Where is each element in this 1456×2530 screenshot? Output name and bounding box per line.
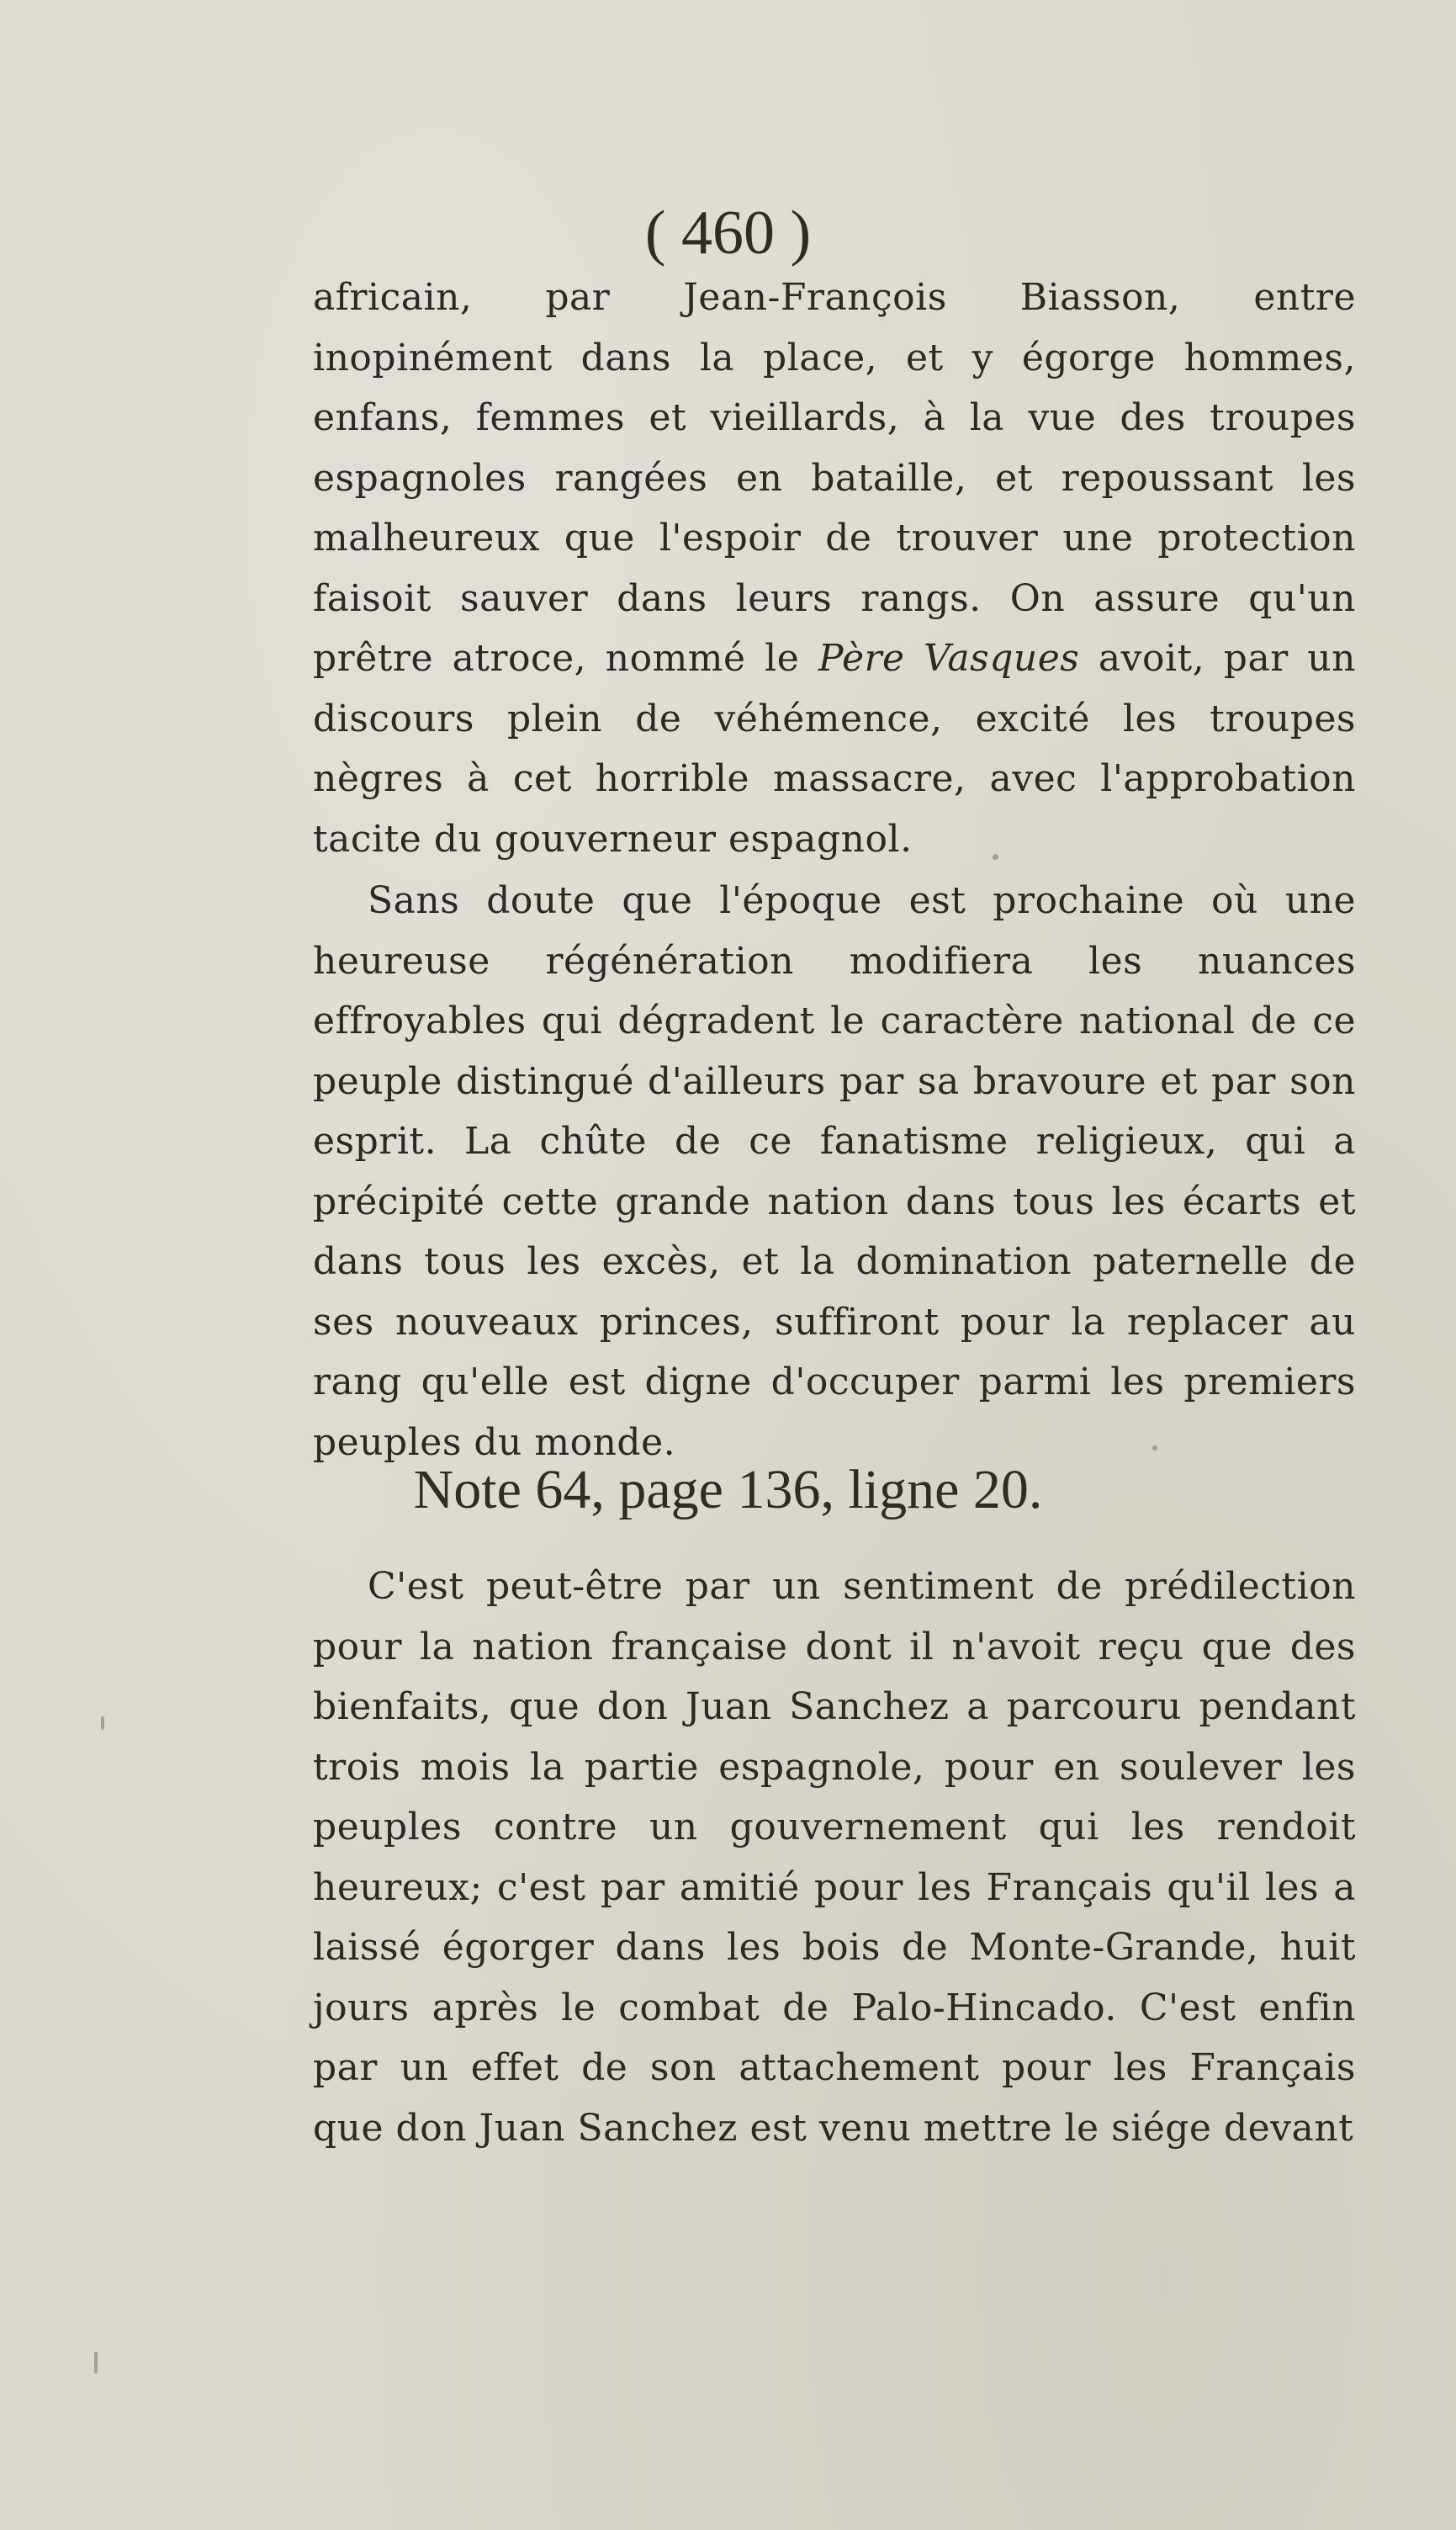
paper-speck: [1152, 1445, 1157, 1451]
paragraph-3: [313, 1557, 1356, 2158]
paragraph-1-italic-name: Père Vasques: [818, 637, 1080, 680]
paragraph-block-2: [313, 871, 1356, 1472]
paragraph-1-text: africain, par Jean-François Biasson, entre inopinément dans la place, et y égorge hommes, enfans, femmes et vieillards, à la vue des troupes espagnoles rangées en bataille, et repoussant les malheureux que l'espoir de trouver une protection faisoit sauver dans leurs rangs. On assure qu'un prêtre atroce, nommé le: [313, 276, 1356, 680]
paper-speck: [94, 2352, 98, 2374]
paragraph-2: [313, 871, 1356, 1472]
page-number: ( 460 ): [644, 199, 812, 268]
paragraph-block-3: [313, 1557, 1356, 2158]
paragraph-1-text-end: avoit, par un discours plein de véhémence, excité les troupes nègres à cet horrible massacre, avec l'approbation tacite du gouverneur espagnol.: [313, 637, 1356, 861]
paragraph-1: [313, 268, 1356, 869]
paper-speck: [101, 1716, 104, 1730]
paper-speck: [993, 854, 998, 860]
paragraph-3-text: C'est peut-être par un sentiment de prédilection pour la nation française dont il n'avoit reçu que des bienfaits, que don Juan Sanchez a parcouru pendant trois mois la partie espagnole, pour en soulever les peuples contre un gouvernement qui les rendoit heureux; c'est par amitié pour les Français qu'il les a laissé égorger dans les bois de Monte-Grande, huit jours après le combat de Palo-Hincado. C'est enfin par un effet de son attachement pour les Français que don Juan Sanchez est venu mettre le siége devant: [313, 1565, 1356, 2150]
paragraph-continuation: [313, 268, 1356, 869]
paragraph-2-text: Sans doute que l'époque est prochaine où une heureuse régénération modifiera les nuances effroyables qui dégradent le caractère national de ce peuple distingué d'ailleurs par sa bravoure et par son esprit. La chûte de ce fanatisme religieux, qui a précipité cette grande nation dans tous les écarts et dans tous les excès, et la domination paternelle de ses nouveaux princes, suffiront pour la replacer au rang qu'elle est digne d'occuper parmi les premiers peuples du monde.: [313, 879, 1356, 1464]
note-heading: Note 64, page 136, ligne 20.: [413, 1459, 1043, 1520]
